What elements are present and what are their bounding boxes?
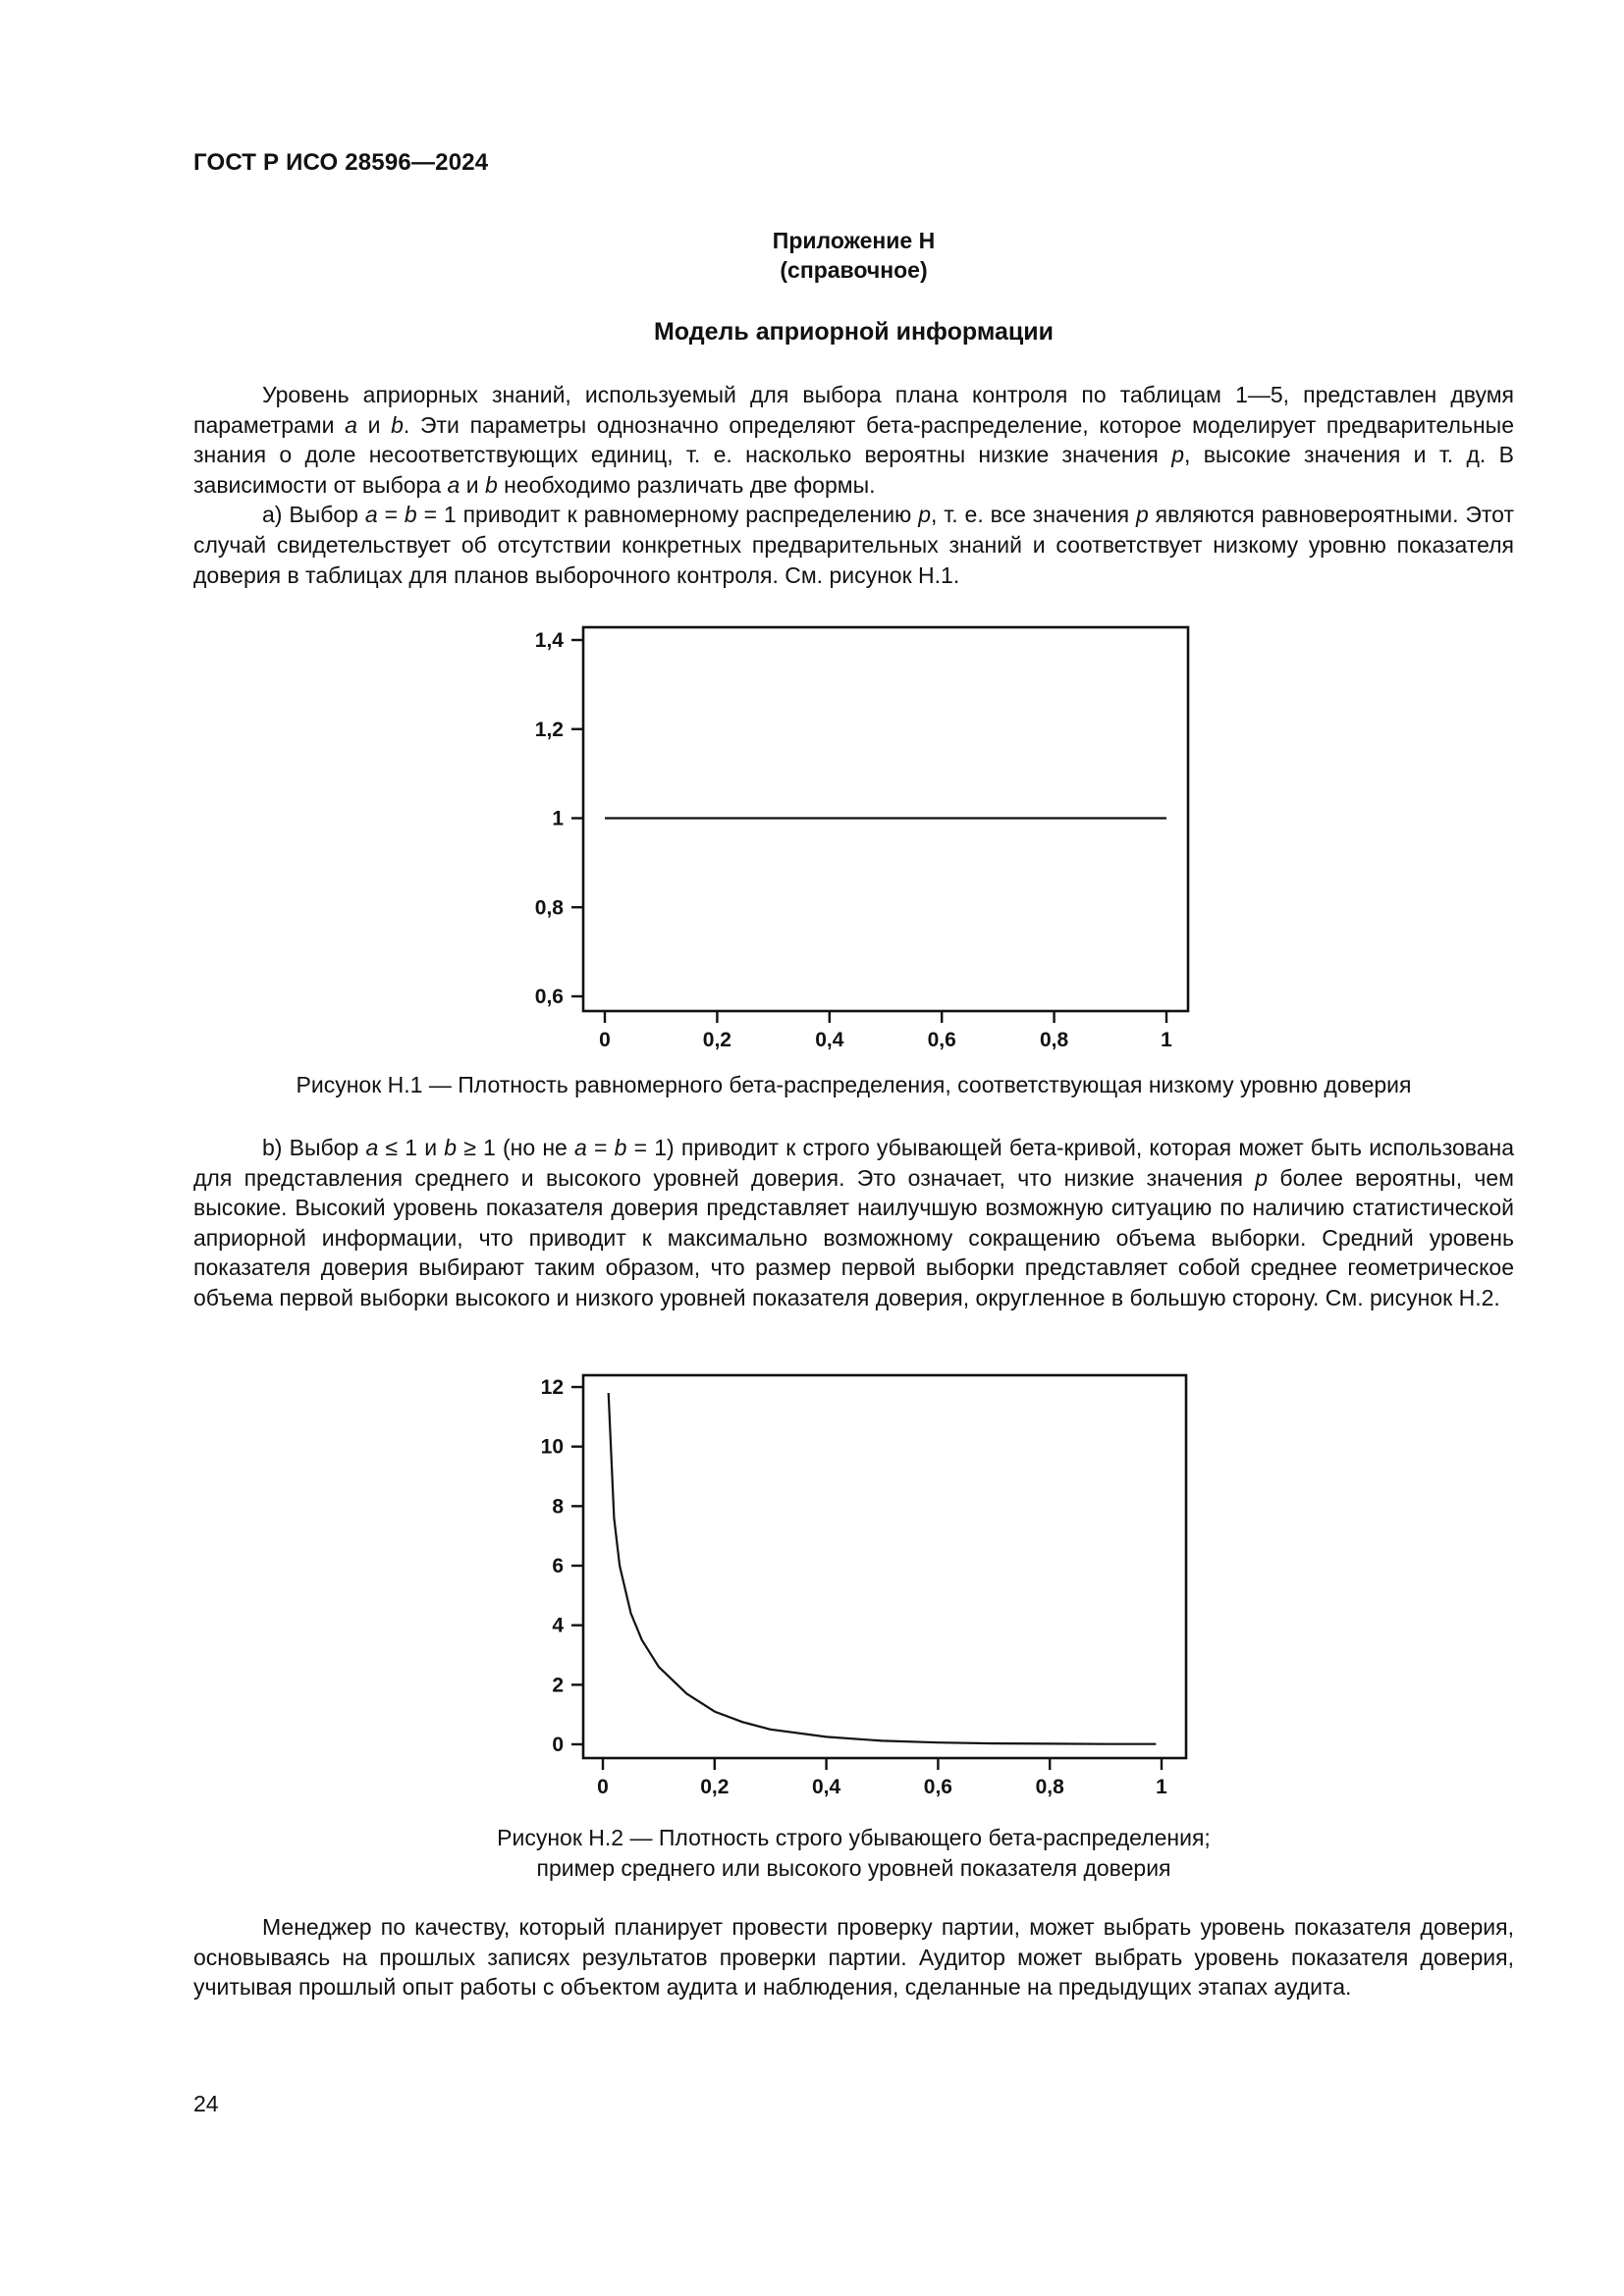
figure-h1-x-tick-label: 0,6 — [927, 1029, 956, 1051]
figure-h2-x-tick-label: 1 — [1156, 1776, 1167, 1798]
figure-h2-y-tick-label: 12 — [540, 1376, 564, 1399]
figure-h2-caption-line2: пример среднего или высокого уровней показателя доверия — [536, 1855, 1171, 1881]
figure-h2-y-tick-label: 4 — [552, 1614, 564, 1637]
figure-h1-y-tick-label: 0,8 — [534, 896, 564, 920]
figure-h1-y-tick-label: 1,4 — [534, 629, 564, 652]
figure-h2-x-tick-label: 0,6 — [923, 1776, 953, 1798]
figure-h1-x-tick-label: 0,8 — [1039, 1029, 1069, 1051]
figure-h2-y-tick-label: 0 — [552, 1734, 564, 1756]
figure-h1-y-tick-label: 1,2 — [534, 718, 564, 741]
figure-h2-frame — [583, 1375, 1186, 1758]
figure-h1-x-tick-label: 1 — [1161, 1029, 1172, 1051]
figure-h2-y-tick-label: 2 — [552, 1674, 564, 1697]
figure-h2-x-tick-label: 0,4 — [811, 1776, 841, 1798]
figure-h2-y-tick-label: 10 — [540, 1435, 564, 1459]
figure-h1-caption: Рисунок Н.1 — Плотность равномерного бета-распределения, соответствующая низкому уровню доверия — [296, 1072, 1412, 1097]
figure-h2-series-line — [609, 1393, 1157, 1744]
figure-h1-x-tick-label: 0,4 — [815, 1029, 844, 1051]
closing-paragraph: Менеджер по качеству, который планирует провести проверку партии, может выбрать уровень показателя доверия, основываясь на прошлых записях результатов проверки партии. Аудитор может выбрать уровень показателя доверия, учитывая прошлый опыт работы с объектом аудита и наблюдения, сделанные на предыдущих этапах аудита. — [193, 1914, 1514, 2001]
figure-h2-y-tick-label: 8 — [552, 1495, 564, 1519]
figure-h2-x-tick-label: 0 — [597, 1776, 609, 1798]
annex-subtitle: (справочное) — [780, 257, 928, 283]
figure-h1-x-tick-label: 0,2 — [702, 1029, 732, 1051]
figure-h2-caption — [193, 1823, 1514, 1884]
item-b-paragraph: b) Выбор a ≤ 1 и b ≥ 1 (но не a = b = 1) приводит к строго убывающей бета-кривой, которая может быть использована для представления среднего и высокого уровней доверия. Это означает, что низкие значения p более вероятны, чем высокие. Высокий уровень показателя доверия представляет наилучшую возможную ситуацию по наличию статистической априорной информации, что приводит к максимально возможному сокращению объема выборки. Средний уровень показателя доверия выбирают таким образом, что размер первой выборки представляет собой среднее геометрическое объема первой выборки высокого и низкого уровней показателя доверия, округленное в большую сторону. См. рисунок Н.2. — [193, 1135, 1515, 1310]
page-number: 24 — [193, 2091, 219, 2116]
figure-h2-y-tick-label: 6 — [552, 1555, 564, 1577]
figure-h2-x-tick-label: 0,8 — [1035, 1776, 1064, 1798]
annex-title: Приложение Н — [772, 228, 936, 253]
figure-h2-caption-line1: Рисунок Н.2 — Плотность строго убывающего бета-распределения; — [497, 1825, 1211, 1850]
section-title: Модель априорной информации — [653, 318, 1054, 346]
figure-h1-frame — [583, 627, 1188, 1011]
figure-h1-y-tick-label: 1 — [552, 807, 564, 830]
item-a-paragraph: а) Выбор a = b = 1 приводит к равномерному распределению p, т. е. все значения p являются равновероятными. Этот случай свидетельствует об отсутствии конкретных предварительных знаний и соответствует низкому уровню показателя доверия в таблицах для планов выборочного контроля. См. рисунок Н.1. — [193, 502, 1514, 588]
annex-heading — [193, 226, 1514, 285]
figure-h2-x-tick-label: 0,2 — [700, 1776, 730, 1798]
figure-h1-x-tick-label: 0 — [599, 1029, 611, 1051]
figure-h1-y-tick-label: 0,6 — [534, 986, 564, 1008]
intro-paragraph: Уровень априорных знаний, используемый для выбора плана контроля по таблицам 1—5, представлен двумя параметрами a и b. Эти параметры однозначно определяют бета-распределение, которое моделирует предварительные знания о доле несоответствующих единиц, т. е. насколько вероятны низкие значения p, высокие значения и т. д. В зависимости от выбора a и b необходимо различать две формы. а) Выбор a = b = 1 приводит к равномерному распределению p, т. е. все значения p являются равновероятными. Этот случай свидетельствует об отсутствии конкретных предварительных знаний и соответствует низкому уровню показателя доверия в таблицах для планов выборочного контроля. См. рисунок Н.1. — [193, 380, 1514, 590]
document-header: ГОСТ Р ИСО 28596—2024 — [193, 149, 489, 176]
